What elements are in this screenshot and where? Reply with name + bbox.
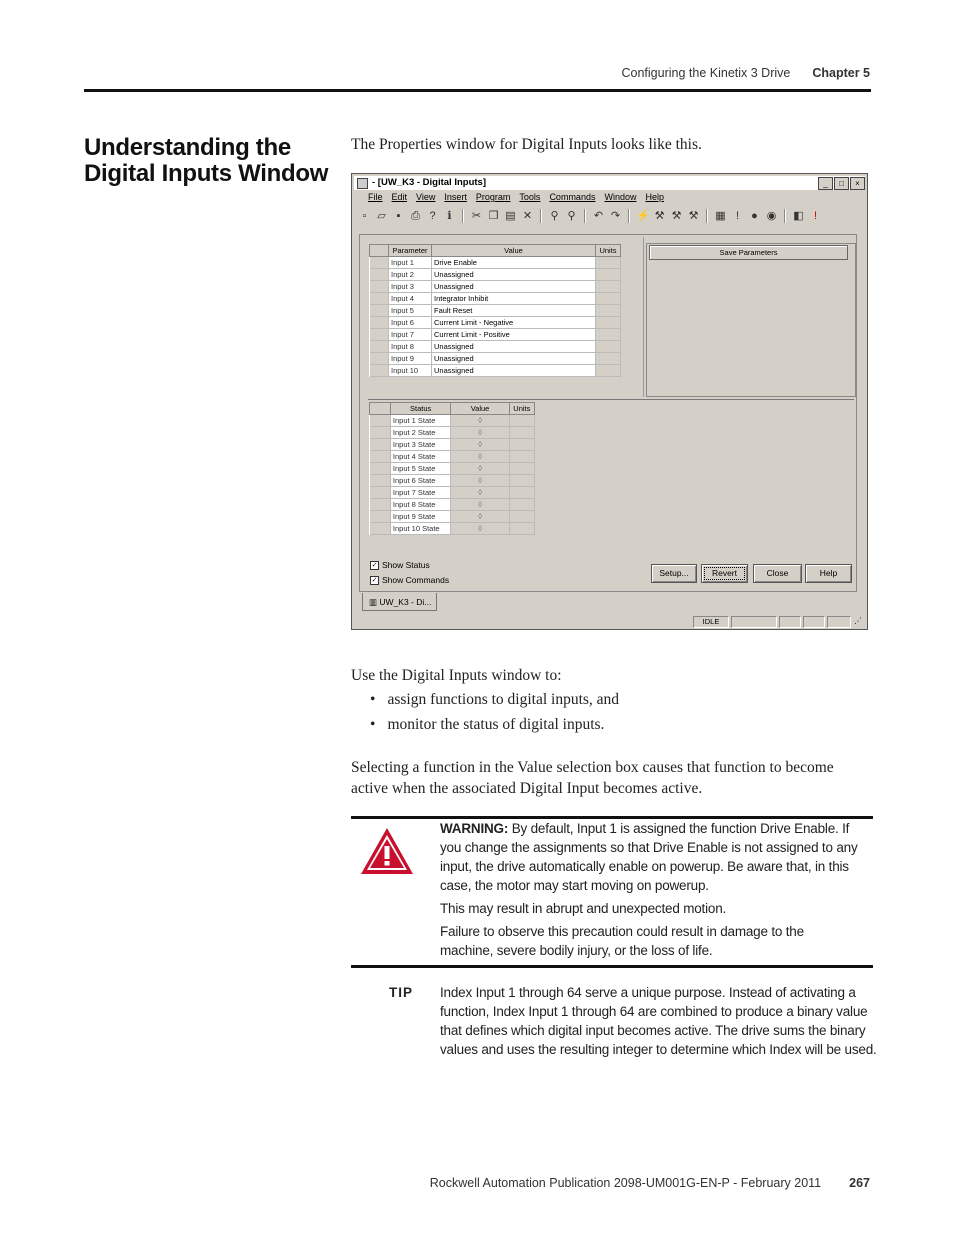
table-row (370, 523, 535, 535)
run-icon[interactable]: ● (751, 209, 758, 222)
param-value-select[interactable]: Unassigned (432, 269, 596, 281)
led-indicator-icon: ◊ (478, 428, 483, 437)
footer-publication: Rockwell Automation Publication 2098-UM001G-EN-P - February 2011 (429, 1176, 822, 1190)
open-icon[interactable]: ▱ (377, 209, 386, 222)
param-name: Input 6 (389, 317, 432, 329)
status-bar (356, 616, 863, 628)
document-tab-label: UW_K3 - Di... (379, 597, 432, 607)
led-indicator-icon: ◊ (478, 512, 483, 521)
menu-window[interactable]: Window (604, 192, 637, 202)
show-status-checkbox[interactable] (370, 560, 430, 570)
warning-paragraph (440, 819, 860, 895)
table-row (370, 451, 535, 463)
show-commands-label: Show Commands (382, 575, 450, 585)
table-row (370, 487, 535, 499)
param-value-select[interactable]: Unassigned (432, 365, 596, 377)
table-row (370, 415, 535, 427)
col-header-units: Units (596, 245, 621, 257)
list-item: • assign functions to digital inputs, and (370, 691, 619, 716)
led-indicator-icon: ◊ (478, 452, 483, 461)
toolbar-separator (540, 209, 542, 223)
save-parameters-pane (646, 243, 856, 397)
section-title: Understanding the Digital Inputs Window (84, 134, 329, 187)
stop-icon[interactable]: ◉ (766, 209, 777, 222)
save-parameters-button[interactable]: Save Parameters (649, 245, 848, 260)
status-name: Input 10 State (390, 523, 451, 535)
use-intro: Use the Digital Inputs window to: (351, 667, 562, 684)
properties-icon[interactable]: ◧ (793, 209, 804, 222)
checkmark-icon: ✓ (371, 576, 378, 584)
col-header-value: Value (451, 403, 509, 415)
parameter-table (369, 244, 621, 377)
col-header-parameter: Parameter (389, 245, 432, 257)
toolbar-separator (706, 209, 708, 223)
header-chapter: Chapter 5 (812, 66, 870, 80)
undo-icon[interactable]: ↶ (593, 209, 604, 222)
redo-icon[interactable]: ↷ (610, 209, 621, 222)
save-icon[interactable]: ▪ (396, 209, 401, 222)
disconnect-icon[interactable]: ⚒ (688, 209, 699, 222)
param-name: Input 4 (389, 293, 432, 305)
col-header-value: Value (432, 245, 596, 257)
warning-bottom-rule (351, 965, 873, 968)
info-icon[interactable]: ℹ (447, 209, 452, 222)
status-name: Input 7 State (390, 487, 451, 499)
param-value-select[interactable]: Unassigned (432, 281, 596, 293)
selecting-paragraph: Selecting a function in the Value selection box causes that function to become active when the associated Digital Input becomes active. (351, 759, 834, 797)
table-row (370, 257, 621, 269)
status-name: Input 2 State (390, 427, 451, 439)
upload-icon[interactable]: ⚒ (654, 209, 665, 222)
minimize-icon[interactable]: _ (818, 177, 833, 190)
row-header-spacer (370, 245, 389, 257)
warning-triangle-icon (359, 826, 415, 876)
status-name: Input 4 State (390, 451, 451, 463)
led-indicator-icon: ◊ (478, 416, 483, 425)
toolbar-separator (584, 209, 586, 223)
status-name: Input 5 State (390, 463, 451, 475)
menu-file[interactable]: File (368, 192, 383, 202)
table-row (370, 329, 621, 341)
replace-icon[interactable]: ⚲ (567, 209, 576, 222)
status-table (369, 402, 535, 535)
row-header-spacer (370, 403, 391, 415)
intro-text: The Properties window for Digital Inputs looks like this. (351, 136, 702, 153)
digital-inputs-window-screenshot (351, 173, 868, 630)
led-indicator-icon: ◊ (478, 524, 483, 533)
status-pane (731, 616, 777, 628)
table-row (370, 463, 535, 475)
table-row (370, 353, 621, 365)
vertical-splitter[interactable] (643, 237, 644, 397)
table-row (370, 511, 535, 523)
table-row (370, 281, 621, 293)
table-row (370, 293, 621, 305)
param-value-select[interactable]: Drive Enable (432, 257, 596, 269)
status-name: Input 1 State (390, 415, 451, 427)
print-icon[interactable]: ⎙ (411, 209, 420, 222)
table-row (370, 305, 621, 317)
copy-icon[interactable]: ❐ (488, 209, 499, 222)
list-item: • monitor the status of digital inputs. (370, 716, 619, 741)
new-icon[interactable]: ▫ (362, 209, 367, 222)
show-status-label: Show Status (382, 560, 430, 570)
table-row (370, 341, 621, 353)
menu-bar (368, 192, 664, 204)
col-header-units: Units (509, 403, 534, 415)
toolbar (358, 207, 863, 225)
bullet-list (370, 691, 619, 741)
checkmark-icon: ✓ (371, 561, 378, 569)
warning-text: By default, Input 1 is assigned the function Drive Enable. If you change the assignments so that Drive Enable is not assigned to any input, the drive automatically enable on powerup. Be aware that, in this case, the motor may start moving on powerup. (440, 821, 858, 893)
toolbar-separator (462, 209, 464, 223)
led-indicator-icon: ◊ (478, 488, 483, 497)
page-footer (430, 1176, 870, 1190)
toolbar-separator (628, 209, 630, 223)
window-titlebar (354, 176, 865, 190)
header-rule (84, 89, 871, 92)
help-icon[interactable]: ? (429, 209, 436, 222)
revert-button[interactable]: Revert (701, 564, 748, 583)
digital-inputs-client-area (359, 234, 857, 592)
status-name: Input 6 State (390, 475, 451, 487)
table-row (370, 427, 535, 439)
param-name: Input 9 (389, 353, 432, 365)
menu-commands[interactable]: Commands (549, 192, 596, 202)
status-pane (779, 616, 801, 628)
tip-label: TIP (389, 985, 414, 1000)
param-value-select[interactable]: Unassigned (432, 353, 596, 365)
warning-label: WARNING: (440, 821, 509, 836)
fault-icon[interactable]: ! (813, 209, 818, 222)
running-header (622, 66, 871, 80)
show-commands-checkbox[interactable] (370, 575, 449, 585)
status-pane (827, 616, 851, 628)
find-icon[interactable]: ⚲ (550, 209, 559, 222)
setup-button[interactable]: Setup... (651, 564, 697, 583)
menu-edit[interactable]: Edit (391, 192, 408, 202)
header-section: Configuring the Kinetix 3 Drive (621, 66, 791, 80)
tip-text: Index Input 1 through 64 serve a unique purpose. Instead of activating a function, Index Input 1 through 64 are combined to produce a binary value that defines which digital input becomes active. The drive sums the binary values and uses the resulting integer to determine which Index will be used. (440, 985, 877, 1057)
led-indicator-icon: ◊ (478, 500, 483, 509)
led-indicator-icon: ◊ (478, 464, 483, 473)
table-row (370, 475, 535, 487)
status-text: IDLE (693, 616, 729, 628)
document-tab[interactable] (362, 593, 437, 611)
close-icon[interactable]: × (850, 177, 865, 190)
param-value-select[interactable]: Unassigned (432, 341, 596, 353)
warning-paragraph-3: Failure to observe this precaution could result in damage to the machine, severe bodily injury, or the loss of life. (440, 924, 804, 958)
menu-view[interactable]: View (416, 192, 436, 202)
param-name: Input 10 (389, 365, 432, 377)
delete-icon[interactable]: ✕ (522, 209, 533, 222)
menu-help[interactable]: Help (645, 192, 664, 202)
col-header-status: Status (390, 403, 451, 415)
param-value-select[interactable]: Current Limit - Negative (432, 317, 596, 329)
param-value-select[interactable]: Fault Reset (432, 305, 596, 317)
param-name: Input 7 (389, 329, 432, 341)
status-name: Input 9 State (390, 511, 451, 523)
connect-icon[interactable]: ⚡ (636, 209, 650, 222)
warning-paragraph-2: This may result in abrupt and unexpected motion. (440, 901, 727, 916)
document-tab-icon: ▥ (369, 597, 378, 607)
resize-grip-icon[interactable]: ⋰ (854, 616, 862, 625)
status-name: Input 3 State (390, 439, 451, 451)
page-number: 267 (849, 1176, 870, 1190)
param-value-select[interactable]: Integrator Inhibit (432, 293, 596, 305)
status-name: Input 8 State (390, 499, 451, 511)
paste-icon[interactable]: ▤ (505, 209, 516, 222)
toolbar-separator (784, 209, 786, 223)
status-pane (803, 616, 825, 628)
download-icon[interactable]: ⚒ (671, 209, 682, 222)
menu-insert[interactable]: Insert (444, 192, 467, 202)
table-row (370, 439, 535, 451)
horizontal-splitter[interactable] (368, 399, 854, 400)
close-button[interactable]: Close (753, 564, 802, 583)
grid-icon[interactable]: ▦ (715, 209, 726, 222)
table-row (370, 269, 621, 281)
param-name: Input 3 (389, 281, 432, 293)
help-button[interactable]: Help (805, 564, 852, 583)
table-row (370, 317, 621, 329)
menu-tools[interactable]: Tools (519, 192, 541, 202)
table-row (370, 365, 621, 377)
maximize-icon[interactable]: □ (834, 177, 849, 190)
app-icon (357, 178, 368, 189)
param-name: Input 2 (389, 269, 432, 281)
led-indicator-icon: ◊ (478, 476, 483, 485)
window-title: - [UW_K3 - Digital Inputs] (372, 177, 486, 188)
param-name: Input 5 (389, 305, 432, 317)
param-value-select[interactable]: Current Limit - Positive (432, 329, 596, 341)
alert-icon[interactable]: ! (735, 209, 740, 222)
cut-icon[interactable]: ✂ (471, 209, 482, 222)
led-indicator-icon: ◊ (478, 440, 483, 449)
table-row (370, 499, 535, 511)
menu-program[interactable]: Program (475, 192, 511, 202)
param-name: Input 8 (389, 341, 432, 353)
param-name: Input 1 (389, 257, 432, 269)
